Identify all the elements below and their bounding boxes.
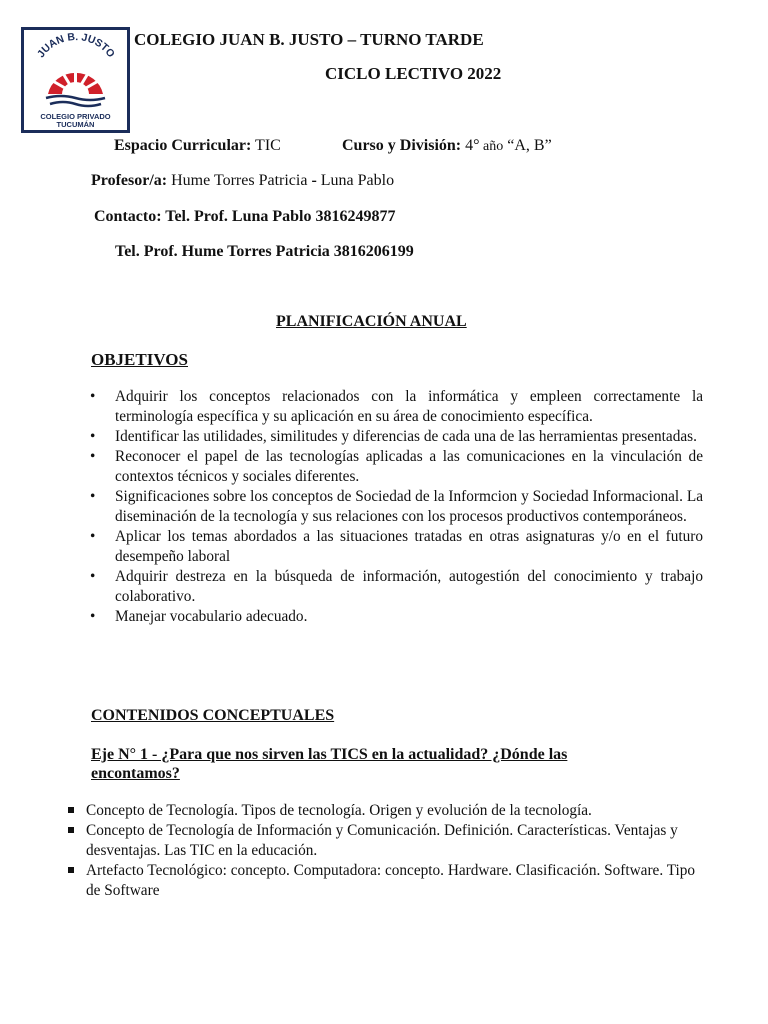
contact-line-2: Tel. Prof. Hume Torres Patricia 3816206199 [115, 243, 414, 260]
subject-value: TIC [251, 137, 281, 154]
objectives-heading: OBJETIVOS [91, 350, 188, 369]
page-title: PLANIFICACIÓN ANUAL [276, 313, 467, 330]
contents-list [67, 801, 707, 901]
list-item: • Adquirir destreza en la búsqueda de información, autogestión del conocimiento y trabajo colaborativo. [90, 567, 703, 607]
logo-arc-text: JUAN B. JUSTO [34, 30, 118, 60]
school-title: COLEGIO JUAN B. JUSTO – TURNO TARDE [134, 30, 484, 49]
course-division: “A, B” [503, 137, 552, 154]
list-item: Artefacto Tecnológico: concepto. Computadora: concepto. Hardware. Clasificación. Software. Tipo de Software [67, 861, 707, 901]
objectives-list [90, 387, 703, 627]
subject-line [114, 137, 281, 155]
axis-title: Eje N° 1 - ¿Para que nos sirven las TICS en la actualidad? ¿Dónde las encontamos? [91, 746, 568, 782]
teacher-label: Profesor/a: [91, 172, 168, 189]
list-item: • Aplicar los temas abordados a las situaciones tratadas en otras asignaturas y/o en el futuro desempeño laboral [90, 527, 703, 567]
list-item: Concepto de Tecnología. Tipos de tecnología. Origen y evolución de la tecnología. [67, 801, 707, 821]
teacher-line [91, 172, 394, 190]
school-logo [21, 27, 130, 133]
course-line [342, 137, 552, 155]
list-item: • Reconocer el papel de las tecnologías aplicadas a las comunicaciones en la vinculación de contextos técnicos y sociales diferentes. [90, 447, 703, 487]
list-item: • Adquirir los conceptos relacionados con la informática y empleen correctamente la terminología específica y su aplicación en su área de conocimiento específica. [90, 387, 703, 427]
list-item: • Manejar vocabulario adecuado. [90, 607, 703, 627]
cycle-title: CICLO LECTIVO 2022 [325, 64, 502, 83]
svg-text:JUAN B. JUSTO [35, 31, 117, 60]
list-item: • Significaciones sobre los conceptos de Sociedad de la Informcion y Sociedad Informacional. La diseminación de la tecnología y sus relaciones con los procesos productivos contemporáneos. [90, 487, 703, 527]
contact-line-1: Contacto: Tel. Prof. Luna Pablo 3816249877 [94, 208, 396, 225]
teacher-separator: - [311, 172, 317, 189]
logo-caption-line1: COLEGIO PRIVADO [40, 112, 111, 121]
logo-caption-line2: TUCUMÁN [56, 120, 95, 129]
subject-label: Espacio Curricular: [114, 137, 252, 154]
teacher-name-1: Hume Torres Patricia [167, 172, 312, 189]
course-label: Curso y División: [342, 137, 462, 154]
course-grade: 4° [461, 137, 480, 154]
contents-heading: CONTENIDOS CONCEPTUALES [91, 707, 335, 724]
teacher-name-2: Luna Pablo [316, 172, 395, 189]
course-year: año [479, 139, 504, 154]
list-item: • Identificar las utilidades, similitudes y diferencias de cada una de las herramientas presentadas. [90, 427, 703, 447]
list-item: Concepto de Tecnología de Información y Comunicación. Definición. Características. Ventajas y desventajas. Las TIC en la educación. [67, 821, 707, 861]
